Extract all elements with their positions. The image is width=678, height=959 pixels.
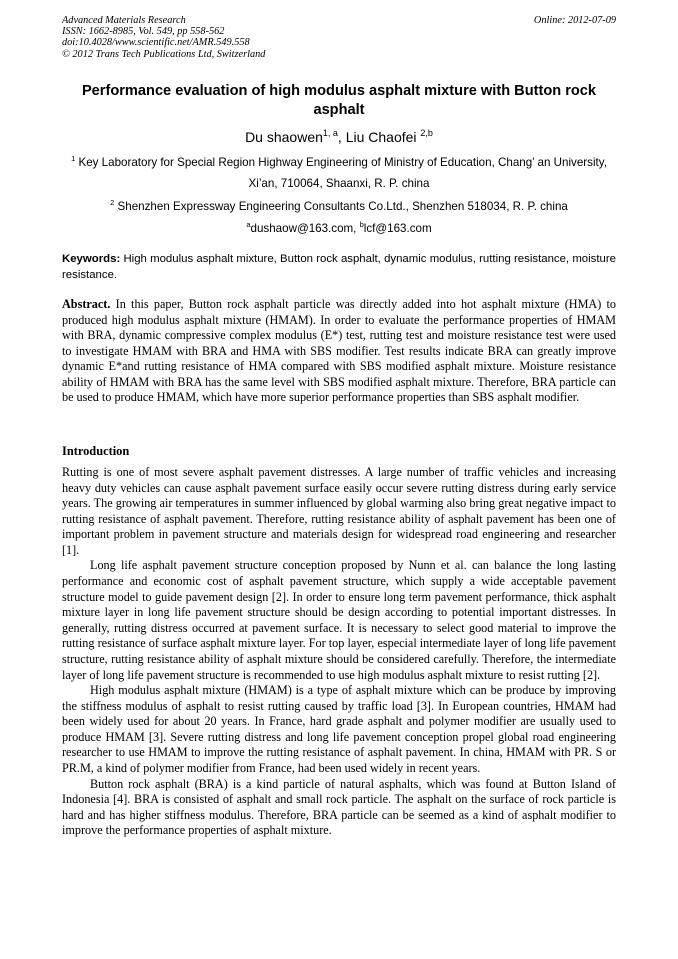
affiliation-2-superscript: 2 bbox=[110, 198, 115, 207]
email-a-superscript: a bbox=[246, 220, 251, 229]
author-separator: , bbox=[337, 129, 346, 145]
author-2-name: Liu Chaofei bbox=[345, 129, 421, 145]
author-2-superscript: 2,b bbox=[420, 128, 433, 138]
intro-paragraph-1: Rutting is one of most severe asphalt pavement distresses. A large number of traffic vehicles and increasing heavy duty vehicles can cause asphalt pavement surface easily occur severe rutting distress during early service years. The growing air temperatures in summer influenced by global warming also bring great negative impact to rutting resistance of asphalt pavement. Therefore, rutting resistance ability of asphalt pavement has been one of important problem in pavement structure and materials design for widespread road engineering and researcher [1]. bbox=[62, 465, 616, 557]
introduction-body bbox=[62, 465, 616, 839]
issn-line: ISSN: 1662-8985, Vol. 549, pp 558-562 bbox=[62, 26, 225, 38]
online-date: Online: 2012-07-09 bbox=[533, 15, 616, 26]
email-a: dushaow@163.com, bbox=[250, 222, 360, 235]
affiliation-2 bbox=[62, 196, 616, 217]
affiliation-1-superscript: 1 bbox=[71, 154, 76, 163]
keywords-block bbox=[62, 252, 616, 283]
journal-header bbox=[62, 15, 616, 60]
author-line bbox=[62, 128, 616, 146]
copyright-line: © 2012 Trans Tech Publications Ltd, Switzerland bbox=[62, 48, 266, 60]
keywords-label: Keywords: bbox=[62, 253, 121, 265]
affiliation-2-text: Shenzhen Expressway Engineering Consultants Co.Ltd., Shenzhen 518034, R. P. china bbox=[117, 200, 568, 213]
email-b-superscript: b bbox=[359, 220, 364, 229]
author-1-name: Du shaowen bbox=[245, 129, 323, 145]
paper-title: Performance evaluation of high modulus asphalt mixture with Button rock asphalt bbox=[81, 83, 597, 118]
intro-paragraph-4: Button rock asphalt (BRA) is a kind particle of natural asphalts, which was found at Button Island of Indonesia [4]. BRA is consisted of asphalt and small rock particle. The asphalt on the surface of rock particle is hard and has higher stiffness modulus. Therefore, BRA particle can be seemed as a kind of asphalt modifier to improve the performance properties of asphalt mixture. bbox=[62, 776, 616, 838]
author-1-superscript: 1, a bbox=[322, 128, 338, 138]
journal-name: Advanced Materials Research bbox=[62, 15, 186, 26]
affiliation-1-text: Key Laboratory for Special Region Highway Engineering of Ministry of Education, Chang’ an University, Xi’an, 710064, Shaanxi, R. P. china bbox=[78, 156, 607, 190]
abstract-label: Abstract. bbox=[62, 297, 111, 311]
abstract-block bbox=[62, 297, 616, 406]
affiliation-1 bbox=[62, 152, 616, 194]
doi-line: doi:10.4028/www.scientific.net/AMR.549.558 bbox=[62, 37, 250, 49]
section-heading-introduction: Introduction bbox=[62, 444, 130, 458]
keywords-text: High modulus asphalt mixture, Button rock asphalt, dynamic modulus, rutting resistance, moisture resistance. bbox=[62, 253, 616, 281]
email-line bbox=[62, 218, 616, 239]
intro-paragraph-2: Long life asphalt pavement structure conception proposed by Nunn et al. can balance the long lasting performance and economic cost of asphalt pavement structure, which supply a wide acceptable pavement structure model to guide pavement design [2]. In order to ensure long term pavement performance, thick asphalt mixture layer in long life pavement structure should be design according to potential important distresses. In generally, rutting distress occurred at pavement surface. It is necessary to select good material to improve the rutting resistance of surface asphalt mixture layer. For top layer, especial intermediate layer of long life pavement structure, rutting resistance ability of asphalt mixture should be considered carefully. Therefore, the intermediate layer of long life pavement structure is recommended to use high modulus asphalt mixture to resist rutting [2]. bbox=[62, 558, 616, 682]
abstract-text: In this paper, Button rock asphalt particle was directly added into hot asphalt mixture (HMA) to produced high modulus asphalt mixture (HMAM). In order to evaluate the performance properties of HMAM with BRA, dynamic compressive complex modulus (E*) test, rutting test and moisture resistance test were used to investigate HMAM with BRA and HMA with SBS modifier. Test results indicate BRA can greatly improve dynamic E*and rutting resistance of HMA compared with SBS modified asphalt mixture. Moisture resistance ability of HMAM with BRA has the same level with SBS modified asphalt mixture. Therefore, BRA particle can be used to produce HMAM, which have more superior performance properties than SBS asphalt modifier. bbox=[62, 297, 616, 405]
intro-paragraph-3: High modulus asphalt mixture (HMAM) is a type of asphalt mixture which can be produce by improving the stiffness modulus of asphalt to resist rutting caused by traffic load [3]. In European countries, HMAM had been widely used for about 20 years. In France, hard grade asphalt and polymer modifier are usually used to produce HMAM [3]. Severe rutting distress and long life pavement conception propel global road engineering researcher to use HMAM to improve the rutting resistance of asphalt pavement. In china, HMAM with PR. S or PR.M, a kind of polymer modifier from France, had been used widely in recent years. bbox=[62, 683, 616, 775]
email-b: lcf@163.com bbox=[363, 222, 432, 235]
